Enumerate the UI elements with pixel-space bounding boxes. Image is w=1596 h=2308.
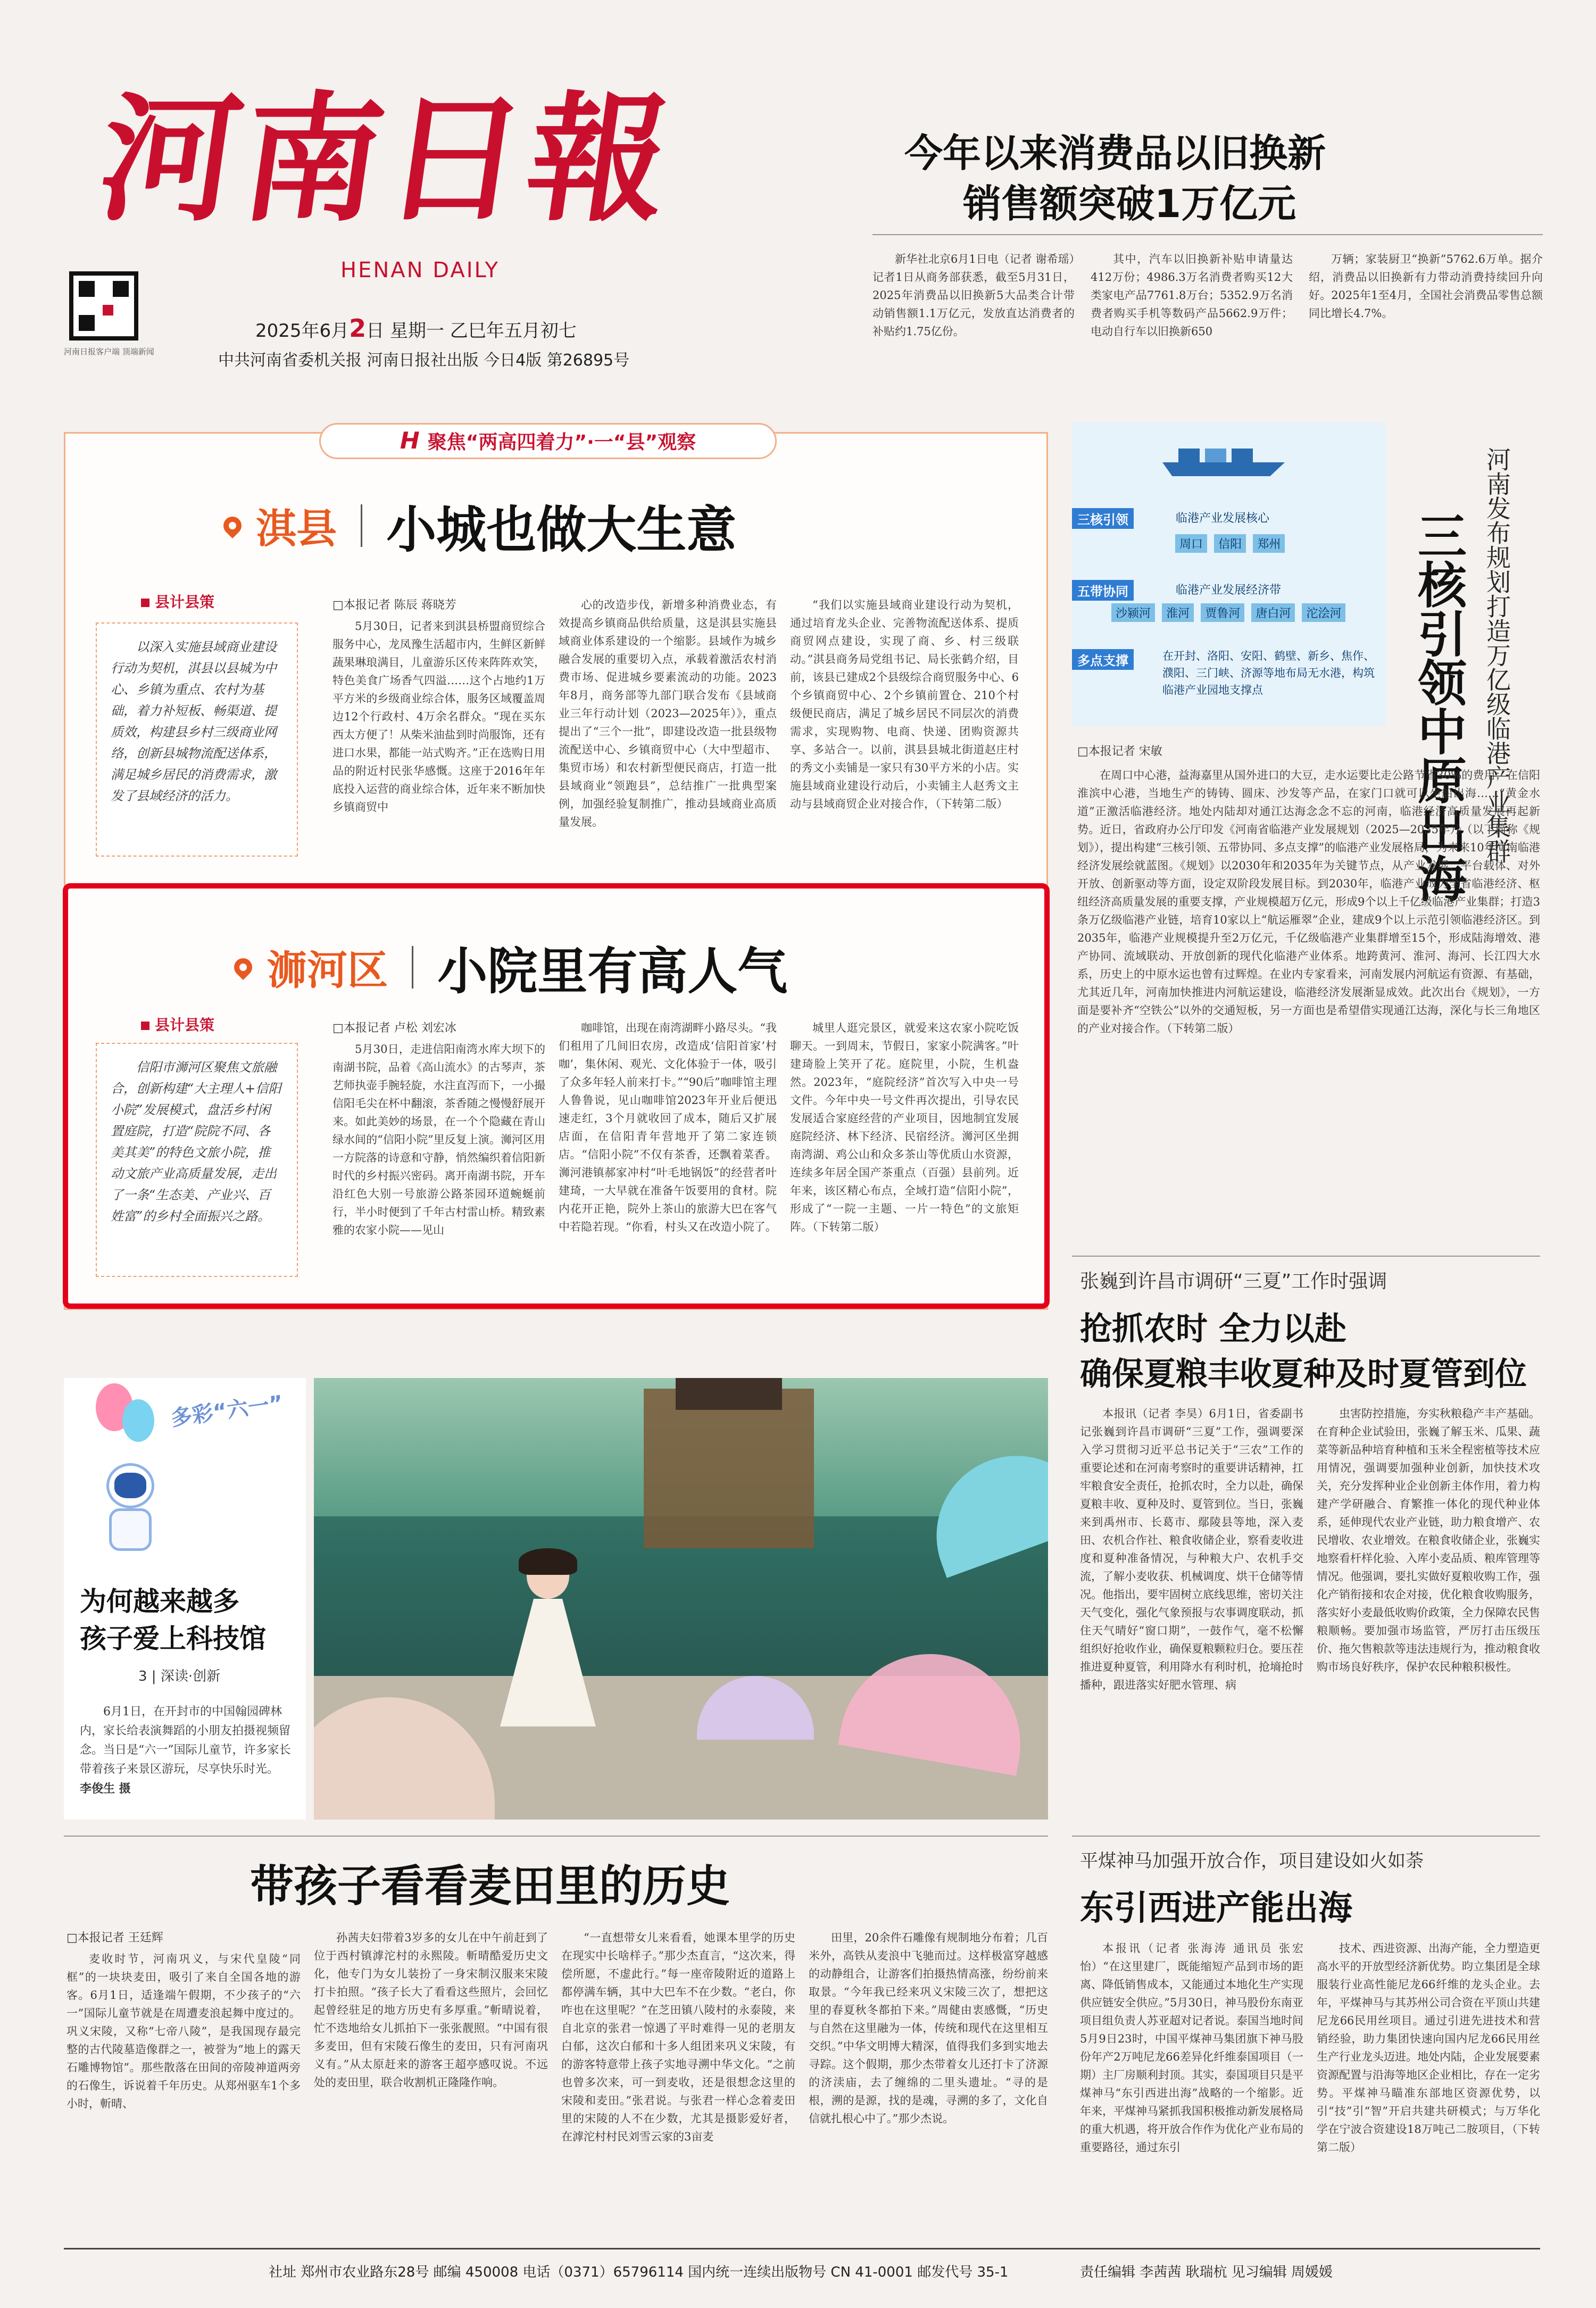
footer-editors: 责任编辑 李茜茜 耿瑞杭 见习编辑 周媛媛 — [1080, 2264, 1333, 2280]
story-a-place: 淇县 — [256, 505, 337, 552]
story-c-title: 带孩子看看麦田里的历史 — [250, 1861, 730, 1912]
side-b-kicker: 张巍到许昌市调研“三夏”工作时强调 — [1080, 1271, 1387, 1292]
side-a-title: 三核引领中原出海 — [1410, 511, 1467, 902]
side-a-vertical-note: 河南发布规划打造万亿级临港产业集群 — [1483, 447, 1511, 863]
story-a-tag: 县计县策 — [141, 591, 214, 612]
child-figure — [489, 1554, 606, 1729]
city-tag: 周口 — [1175, 534, 1207, 553]
story-d-kicker: 平煤神马加强开放合作，项目建设如火如荼 — [1080, 1850, 1424, 1872]
story-a-column-2: 心的改造步伐，新增多种消费业态，有效提高乡镇商品供给质量，这是淇县实施县域商业体系建设的一个缩影。县域作为城乡融合发展的重要切入点，承载着激活农村消费市场、促进城乡要素流动的功能。2023年8月，商务部等九部门联合发布《县域商业三年行动计划（2023—2025年）》，重点提出了“三个一批”，即建设改造一批县级物流配送中心、乡镇商贸中心（大中型超市、集贸市场）和农村新型便民商店，打造一批县域商业“领跑县”，总结推广一批典型案例，加强经验复制推广，推动县域商业高质量发展。 — [559, 599, 777, 828]
ship-icon — [1162, 444, 1285, 476]
river-tag: 沙颍河 — [1111, 603, 1155, 622]
side-b-title-2: 确保夏粮丰收夏种及时夏管到位 — [1080, 1356, 1527, 1393]
side-a-body: 在周口中心港，益海嘉里从国外进口的大豆，走水运要比走公路节省30%的费用；在信阳淮滨中心港，当地生产的铸铸、圆床、沙发等产品，在家门口就可以坐船出海……“黄金水道”正激活临港经济。地处内陆却对通江达海念念不忘的河南，临港经济高质量发展再起新势。近日，省政府办公厅印发《河南省临港产业发展规划（2025—2035年）》（以下简称《规划》），提出构建“三核引领、五带协同、多点支撑”的临港产业发展格局，为未来10年河南临港经济发展绘就蓝图。《规划》以2030年和2035年为关键节点，从产业发展、平台载体、对外开放、创新驱动等方面，设定双阶段发展目标。到2030年，临港产业成为全省临港经济、枢纽经济高质量发展的重要支撑，产业规模超万亿元，形成9个以上千亿级临港产业集群；打造3条万亿级临港产业链，培育10家以上“航运雁翠”企业，建成9个以上示范引领临港经济区。到2035年，临港产业规模提升至2万亿元，千亿级临港产业集群增至15个，形成陆海增效、港产协同、流域联动、开放创新的现代化临港产业体系。地跨黄河、淮河、海河、长江四大水系，历史上的中原水运也曾有过辉煌。在业内专家看来，河南发展内河航运有资源、有基础，尤其近几年，河南加快推进内河航运建设，临港经济发展渐显成效。此次出台《规划》，一方面是要补齐“空铁公”以外的交通短板，另一方面也是希望借实现通江达海，深化与长三角地区的产业对接合作。（下转第二版） — [1077, 769, 1540, 1035]
side-b-title-1: 抢抓农时 全力以赴 — [1080, 1310, 1346, 1348]
story-a-column-3: “我们以实施县域商业建设行动为契机，通过培育龙头企业、完善物流配送体系、提质商贸网点建设，实现了商、乡、村三级联动。”淇县商务局党组书记、局长张鹤介绍，目前，该县已建成2个县级综合商贸服务中心、6个乡镇商贸中心、2个乡镇前置仓、210个村级便民商店，满足了城乡居民不同层次的消费需求，实现购物、电商、快递、团购资源共享、多站合一。以前，淇县县城北街道赵庄村的秀文小卖铺是一家只有30平方米的小店。实施县域商业建设行动后，小卖铺主人赵秀文主动与县域商贸企业对接合作，（下转第二版） — [790, 599, 1019, 810]
story-b-column-3: 城里人逛完景区，就爱来这农家小院吃饭聊天。一到周末，节假日，家家小院满客。”叶建琦脸上笑开了花。庭院里，小院，生机盎然。2023年，“庭院经济”首次写入中央一号文件。今年中央一号文件再次提出，引导农民发展适合家庭经营的产业项目，因地制宜发展庭院经济、林下经济、民宿经济。浉河区坐拥南湾湖、鸡公山和众多茶山等优质山水资源，连续多年居全国产茶重点（百强）县前列。近年来，该区精心布点，全域打造“信阳小院”，形成了“一院一主题、一片一特色”的文旅矩阵。（下转第二版） — [790, 1022, 1019, 1233]
photo-caption: 6月1日，在开封市的中国翰园碑林内，家长给表演舞蹈的小朋友拍摄视频留念。当日是“六一”国际儿童节，许多家长带着孩子来景区游玩，尽享快乐时光。 李俊生 摄 — [80, 1705, 291, 1796]
river-tag: 沱浍河 — [1302, 603, 1345, 622]
river-tag: 贾鲁河 — [1201, 603, 1244, 622]
river-tag: 唐白河 — [1251, 603, 1295, 622]
story-c-column-2: 孙茜夫妇带着3岁多的女儿在中午前赶到了位于西村镇滹沱村的永熙陵。斬晴酷爱历史文化，他专门为女儿装扮了一身宋制汉服来宋陵打卡拍照。“孩子长大了看看这些照片，会回忆起曾经驻足的地方历史有多厚重。”斬晴说着，忙不迭地给女儿抓拍下一张张靓照。“中国有很多麦田，但有宋陵石像生的麦田，只有河南巩义有。”从太原赶来的游客王超亭感叹说。不远处的麦田里，联合收割机正隆隆作响。 — [314, 1931, 548, 2089]
story-b-column-2: 咖啡馆，出现在南湾湖畔小路尽头。“我们租用了几间旧农房，改造成‘信阳首家’村咖’，集休闲、观光、文化体验于一体，吸引了众多年轻人前来打卡。”“90后”咖啡馆主理人鲁鲁说，见山咖啡馆2023年开业后便迅速走红，3个月就收回了成本，随后又扩展店面，在信阳青年营地开了第二家连锁店。“信阳小院”不仅有茶香，还飘着菜香。浉河港镇郝家冲村“叶毛地锅饭”的经营者叶建琦，一大早就在准备午饭要用的食材。院内花开正艳，院外上茶山的旅游大巴在客气中若隐若现。“你看，村头又在改造小院了。 — [559, 1022, 777, 1233]
newspaper-logo: 河南日報 — [89, 78, 683, 240]
lead-column-2: 其中，汽车以旧换新补贴申请量达412万份；4986.3万名消费者购买12大类家电产品7761.8万台；5352.9万名消费者购买手机等数码产品5662.9万件；电动自行车以旧换新650 — [1091, 253, 1293, 338]
story-c-column-1: 麦收时节，河南巩义，与宋代皇陵“同框”的一块块麦田，吸引了来自全国各地的游客。6月1日，适逢端午假期，不少孩子的“六一”国际儿童节就是在周遭麦浪起舞中度过的。巩义宋陵，又称“七帝八陵”，是我国现存最完整的古代陵墓造像群之一，被誉为“地上的露天石雕博物馆”。那些散落在田间的帝陵神道两旁的石像生，诉说着千年历史。从郑州驱车1个多小时，斬晴、 — [66, 1953, 301, 2110]
story-b-byline: □本报记者 卢松 刘宏冰 — [332, 1022, 456, 1035]
story-d-title: 东引西进产能出海 — [1080, 1889, 1352, 1928]
story-d-column-2: 技术、西进资源、出海产能，全力塑造更高水平的开放型经济新优势。昀立集团是全球服装行业高性能尼龙66纤维的龙头企业。去年，平煤神马与其苏州公司合资在平顶山共建尼龙66民用丝项目。通过引进先进技术和营销经验，助力集团快速向国内尼龙66民用丝生产行业龙头迈进。地处内陆，企业发展要素资源配置与沿海等地区企业相比，存在一定劣势。平煤神马瞄准东部地区资源优势，以引“技”引“智”开启共建共研模式；与万华化学在宁波合资建设18万吨己二胺项目，（下转第二版） — [1317, 1942, 1540, 2154]
diagram-core-cities — [1173, 532, 1287, 555]
lead-column-1: 新华社北京6月1日电（记者 谢希瑶）记者1日从商务部获悉，截至5月31日，2025年消费品以旧换新5大品类合计带动销售额1.1万亿元，发放直达消费者的补贴约1.75亿份。 — [872, 253, 1075, 338]
diagram-belt-rivers — [1109, 601, 1348, 624]
qr-caption: 河南日报客户端 顶端新闻 — [64, 347, 154, 356]
story-c-column-4: 田里，20余件石雕像有规制地分布着；几百米外，高铁从麦浪中飞驰而过。这样极富穿越感的动静组合，让游客们拍摄热情高涨，纷纷前来取景。“今年我已经来巩义宋陵三次了，想把这里的春夏秋冬都拍下来。”周健由衷感慨，“历史与自然在这里融为一体，传统和现代在这里相互交织。”中华文明博大精深，值得我们多到实地去寻踪。这个假期，那少杰带着女儿还打卡了济源的济渎庙，去了缠绵的二里头遗址。“寻的是根，溯的是源，找的是魂，寻溯的多了，文化自信就扎根心中了。”那少杰说。 — [809, 1931, 1048, 2125]
story-b-summary: 信阳市浉河区聚焦文旅融合，创新构建“大主理人+信阳小院”发展模式，盘活乡村闲置庭院，打造“院院不同、各美其美”的特色文旅小院，推动文旅产业高质量发展，走出了一条“生态美、产业兴、百姓富”的乡村全面振兴之路。 — [96, 1043, 298, 1277]
astronaut-icon — [96, 1463, 165, 1559]
footer-rule — [64, 2248, 1540, 2249]
news-photo — [314, 1378, 1048, 1820]
footer-info: 社址 郑州市农业路东28号 邮编 450008 电话（0371）65796114 国内统一连续出版物号 CN 41-0001 邮发代号 35-1 — [269, 2264, 1009, 2280]
story-d-column-1: 本报讯（记者 张海涛 通讯员 张宏怡）“在这里建厂，既能缩短产品到市场的距离、降低销售成本，又能通过本地化生产实现供应链安全供应。”5月30日，神马股份东南亚项目组负责人苏亚超对记者说。泰国当地时间5月9日23时，中国平煤神马集团旗下神马股份年产2万吨尼龙66差异化纤维泰国项目（一期）主厂房顺利封顶。其实，泰国项目只是平煤神马“东引西进出海”战略的一个缩影。近年来，平煤神马紧抓我国积极推动新发展格局的重大机遇，将开放合作作为优化产业布局的重要路径，通过东引 — [1080, 1942, 1303, 2154]
banner-text: 聚焦“两高四着力”·一“县”观察 — [427, 431, 696, 453]
story-b-tag: 县计县策 — [141, 1014, 214, 1035]
diagram-label-core: 三核引领 — [1072, 508, 1134, 529]
location-pin-icon — [230, 954, 256, 979]
side-b-column-2: 虫害防控措施，夯实秋粮稳产丰产基础。在育种企业试验田，张巍了解玉米、瓜果、蔬菜等新品种培育种植和玉米全程密植等技术应用情况，强调要加强种业创新，加快技术攻关，充分发挥种业企业创新主体作用，着力构建产学研融合、育繁推一体化的现代种业体系，延伸现代农业产业链，助力粮食增产、农民增收、农业增效。在粮食收储企业，张巍实地察看杆样化验、入库小麦品质、粮库管理等情况。他强调，要扎实做好夏粮收购工作，强化产销衔接和农企对接，优化粮食收购服务，落实好小麦最低收购价政策，全力保障农民售粮顺畅。要加强市场监管，严厉打击压级压价、拖欠售粮款等违法违规行为，推动粮食收购市场良好秩序，保护农民种粮积极性。 — [1317, 1407, 1540, 1673]
photo-credit: 李俊生 摄 — [80, 1782, 131, 1796]
story-b-heading — [234, 931, 788, 1001]
diagram-label-belt: 五带协同 — [1072, 580, 1134, 601]
story-a-byline: □本报记者 陈辰 蒋晓芳 — [332, 599, 456, 612]
story-b-place: 浉河区 — [267, 947, 388, 994]
lead-headline-2: 销售额突破1万亿元 — [963, 181, 1296, 226]
lead-column-3: 万辆；家装厨卫“换新”5762.6万单。据介绍，消费品以旧换新有力带动消费持续回升向好。2025年1至4月，全国社会消费品零售总额同比增长4.7%。 — [1309, 253, 1543, 320]
teaser-page-ref[interactable]: 3 | 深读·创新 — [138, 1668, 221, 1684]
story-b-column-1: 5月30日，走进信阳南湾水库大坝下的南湖书院，品着《高山流水》的古琴声，茶艺师执壶手腕轻旋，水注直泻而下，一小撮信阳毛尖在杯中翻滚，茶香随之慢慢舒展开来。如此美妙的场景，在一个个隐藏在青山绿水间的“信阳小院”里反复上演。浉河区用一方院落的诗意和守静，悄然编织着信阳新时代的乡村振兴密码。离开南湖书院，开车沿红色大别一号旅游公路茶园环道蜿蜒前行，半小时便到了千年古村雷山桥。精致素雅的农家小院——见山 — [332, 1043, 545, 1236]
masthead — [0, 0, 1596, 383]
story-a-title: 小城也做大生意 — [386, 501, 737, 559]
city-tag: 郑州 — [1253, 534, 1285, 553]
issue-date: 2025年6月2日 星期一 乙巳年五月初七 — [255, 314, 577, 343]
story-c-byline: □本报记者 王廷辉 — [66, 1931, 163, 1945]
story-a-summary: 以深入实施县域商业建设行动为契机，淇县以县城为中心、乡镇为重点、农村为基础，着力补短板、畅渠道、提质效，构建县乡村三级商业网络，创新县城物流配送体系，满足城乡居民的消费需求，激发了县域经济的活力。 — [96, 622, 298, 857]
diagram-points: 在开封、洛阳、安阳、鹤壁、新乡、焦作、濮阳、三门峡、济源等地布局无水港，构筑临港产业园地支撑点 — [1162, 650, 1375, 696]
location-pin-icon — [220, 512, 245, 538]
balloon-icon — [122, 1399, 154, 1442]
side-b-column-1: 本报讯（记者 李昊）6月1日，省委副书记张巍到许昌市调研“三夏”工作，强调要深入学习贯彻习近平总书记关于“三农”工作的重要论述和在河南考察时的重要讲话精神，扛牢粮食安全责任，抢抓农时，全力以赴，确保夏粮丰收、夏种及时、夏管到位。当日，张巍来到禹州市、长葛市、鄢陵县等地，深入麦田、农机合作社、粮食收储企业，察看麦收进度和夏种准备情况，与种粮大户、农机手交流，了解小麦收获、机械调度、烘干仓储等情况。他指出，要牢固树立底线思维，密切关注天气变化，强化气象预报与农事调度联动，抓住天气晴好“窗口期”，一鼓作气，毫不松懈组织好抢收作业，确保夏粮颗粒归仓。要压茬推进夏种夏管，利用降水有利时机，抢墒抢时播种，跟进落实好肥水管理、病 — [1080, 1407, 1303, 1691]
story-a-column-1: 5月30日，记者来到淇县桥盟商贸综合服务中心，龙凤豫生活超市内，生鲜区新鲜蔬果琳琅满目，儿童游乐区传来阵阵欢笑，特色美食广场香气四溢……这个占地约1万平方米的乡级商业综合体，服务区域覆盖周边12个行政村、4万余名群众。“现在买东西太方便了！从柴米油盐到时尚服饰，还有进口水果，都能一站式购齐。”正在选购日用品的附近村民张华感慨。这座于2016年年底投入运营的商业综合体，近年来不断加快乡镇商贸中 — [332, 620, 545, 813]
story-b-title: 小院里有高人气 — [437, 943, 788, 1001]
english-name: HENAN DAILY — [340, 258, 500, 283]
teaser-title-1: 为何越来越多 — [80, 1586, 239, 1617]
story-c-column-3: “一直想带女儿来看看，她课本里学的历史在现实中长啥样子。”那少杰直言，“这次来，得偿所愿，不虚此行。”每一座帝陵附近的道路上都停满车辆，其中大巴车不在少数。“老白，你咋也在这里呢？”在芝田镇八陵村的永泰陵，来自北京的张君一惊遇了平时难得一见的老朋友白郁，这次白郁和十多人组团来巩义宋陵，有的游客特意带上孩子实地寻溯中华文化。“之前也曾多次来，可一到麦收，还是很想念这里的宋陵和麦田。”张君说。与张君一样心念着麦田里的宋陵的人不在少数，尤其是摄影爱好者，在滹沱村村民刘雪云家的3亩麦 — [561, 1931, 795, 2143]
river-tag: 淮河 — [1162, 603, 1194, 622]
festival-badge: 多彩“六一” — [169, 1391, 285, 1431]
date-day: 2 — [349, 314, 367, 343]
photo-teaser-panel — [64, 1378, 306, 1820]
diagram-core: 临港产业发展核心 — [1176, 512, 1270, 525]
qr-code — [69, 271, 138, 341]
diagram-belt: 临港产业发展经济带 — [1176, 584, 1282, 597]
port-diagram — [1072, 423, 1386, 726]
side-a-byline: □本报记者 宋敏 — [1077, 745, 1162, 758]
publisher-line: 中共河南省委机关报 河南日报社出版 今日4版 第26895号 — [218, 351, 630, 370]
story-a-heading — [223, 489, 737, 559]
teaser-title-2: 孩子爱上科技馆 — [80, 1623, 266, 1654]
city-tag: 信阳 — [1214, 534, 1246, 553]
diagram-label-points: 多点支撑 — [1072, 649, 1134, 670]
lead-headline-1: 今年以来消费品以旧换新 — [904, 131, 1326, 176]
banner-letter: H — [400, 427, 420, 454]
series-banner — [319, 423, 777, 459]
